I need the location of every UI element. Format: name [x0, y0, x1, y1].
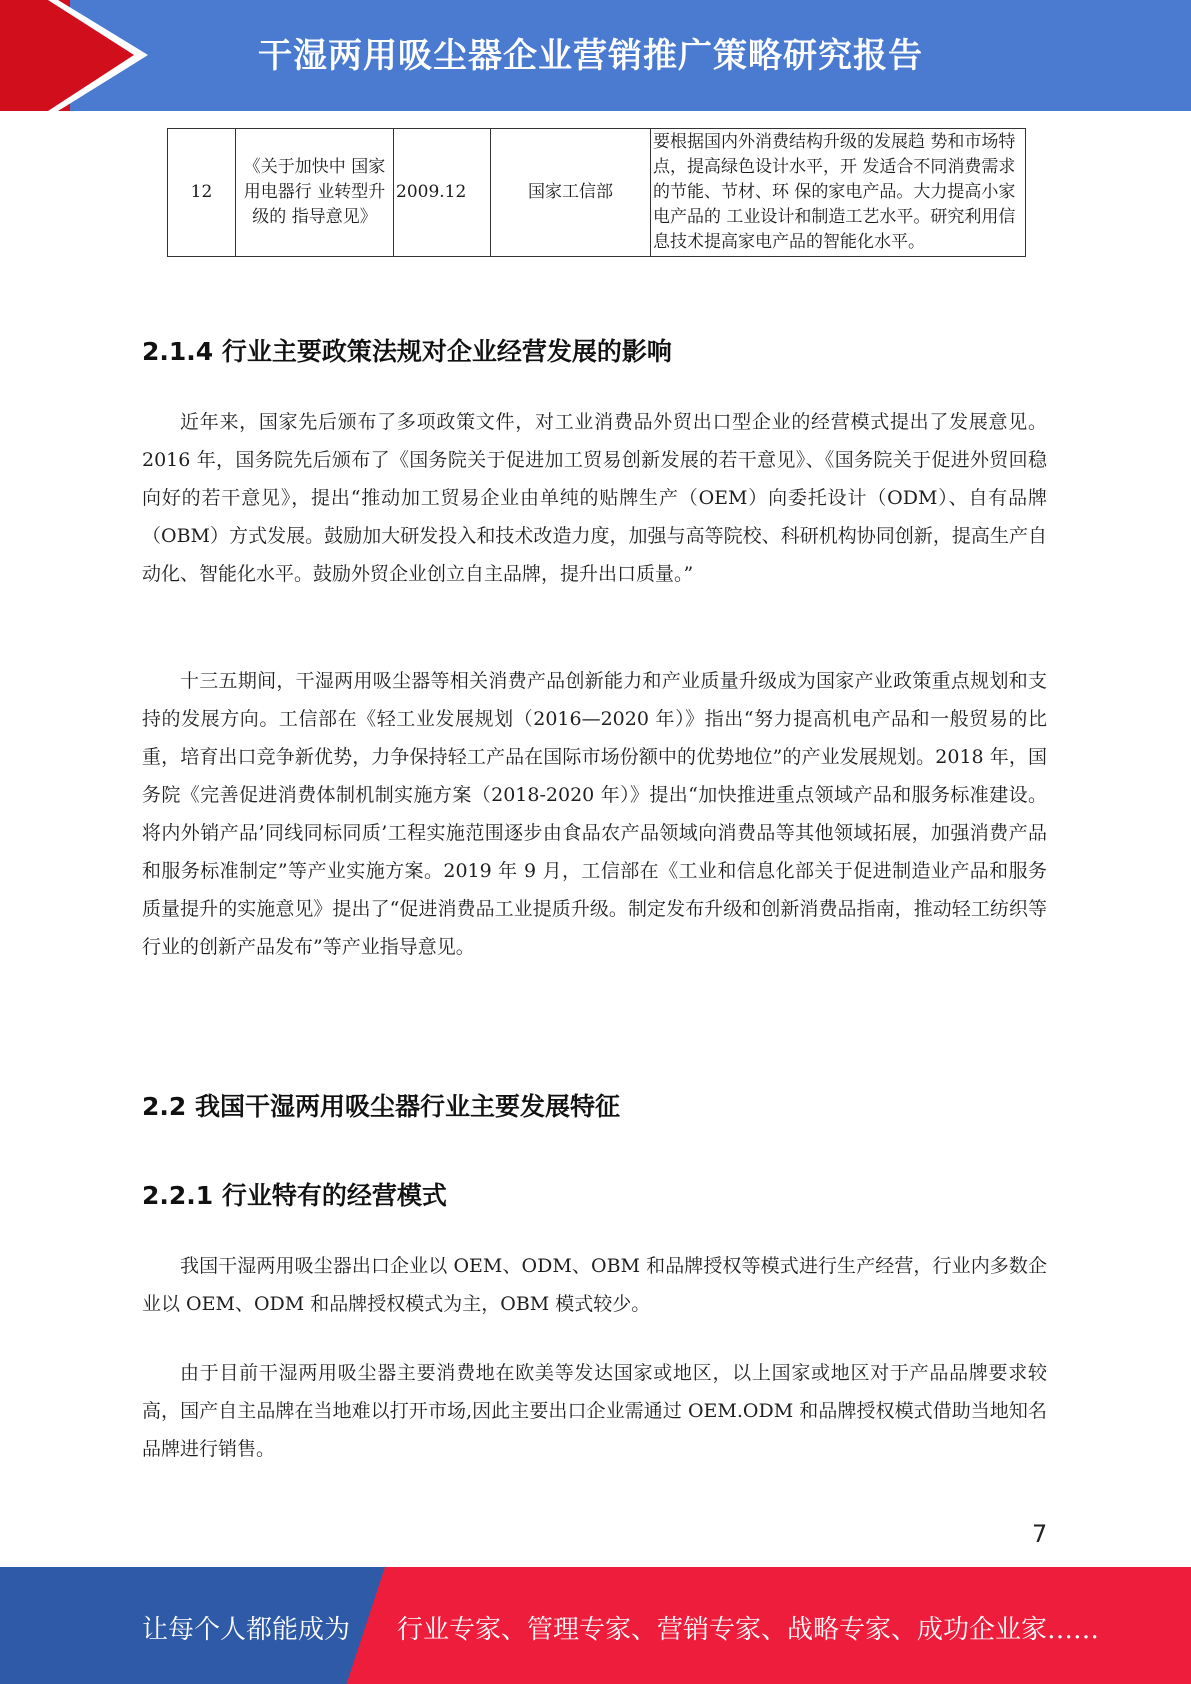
policy-content: 要根据国内外消费结构升级的发展趋 势和市场特点，提高绿色设计水平，开 发适合不同消费需求的节能、节材、环 保的家电产品。大力提高小家电产品的 工业设计和制造工艺水平。研究利用信 息技术提高家电产品的智能化水平。 [651, 129, 1026, 257]
section-heading-2-1-4: 2.1.4 行业主要政策法规对企业经营发展的影响 [142, 337, 672, 366]
policy-date: 2009.12 [394, 129, 491, 257]
policy-table [167, 128, 1026, 257]
footer-slogan-right: 行业专家、管理专家、营销专家、战略专家、成功企业家…… [397, 1615, 1100, 1645]
paragraph-13th-five-year: 十三五期间，干湿两用吸尘器等相关消费产品创新能力和产业质量升级成为国家产业政策重点规划和支持的发展方向。工信部在《轻工业发展规划（2016—2020 年）》指出“努力提高机电产品和一般贸易的比重，培育出口竞争新优势，力争保持轻工产品在国际市场份额中的优势地位”的产业发展规划。2018 年，国务院《完善促进消费体制机制实施方案（2018-2020 年）》提出“加快推进重点领域产品和服务标准建设。将内外销产品’同线同标同质’工程实施范围逐步由食品农产品领域向消费品等其他领域拓展，加强消费产品和服务标准制定”等产业实施方案。2019 年 9 月，工信部在《工业和信息化部关于促进制造业产品和服务质量提升的实施意见》提出了“促进消费品工业提质升级。制定发布升级和创新消费品指南，推动轻工纺织等行业的创新产品发布”等产业指导意见。 [142, 670, 1047, 958]
row-number: 12 [168, 129, 236, 257]
page-header [0, 0, 1191, 111]
page-number: 7 [1032, 1520, 1048, 1548]
paragraph-policy-documents: 近年来，国家先后颁布了多项政策文件，对工业消费品外贸出口型企业的经营模式提出了发展意见。2016 年，国务院先后颁布了《国务院关于促进加工贸易创新发展的若干意见》、《国务院关于促进外贸回稳向好的若干意见》，提出“推动加工贸易企业由单纯的贴牌生产（OEM）向委托设计（ODM）、自有品牌（OBM）方式发展。鼓励加大研发投入和技术改造力度，加强与高等院校、科研机构协同创新，提高生产自动化、智能化水平。鼓励外贸企业创立自主品牌，提升出口质量。” [142, 411, 1047, 585]
page-footer [0, 1567, 1191, 1684]
report-title: 干湿两用吸尘器企业营销推广策略研究报告 [258, 36, 923, 76]
section-heading-2-2-1: 2.2.1 行业特有的经营模式 [142, 1181, 447, 1210]
table-row [168, 129, 1026, 257]
section-heading-2-2: 2.2 我国干湿两用吸尘器行业主要发展特征 [142, 1092, 620, 1121]
paragraph-export-brands: 由于目前干湿两用吸尘器主要消费地在欧美等发达国家或地区，以上国家或地区对于产品品牌要求较高，国产自主品牌在当地难以打开市场,因此主要出口企业需通过 OEM.ODM 和品牌授权模式借助当地知名品牌进行销售。 [142, 1362, 1047, 1460]
policy-name: 《关于加快中 国家用电器行 业转型升级的 指导意见》 [236, 129, 394, 257]
header-chevron-icon [0, 0, 150, 111]
paragraph-business-modes: 我国干湿两用吸尘器出口企业以 OEM、ODM、OBM 和品牌授权等模式进行生产经营，行业内多数企业以 OEM、ODM 和品牌授权模式为主，OBM 模式较少。 [142, 1255, 1047, 1315]
footer-slogan-left: 让每个人都能成为 [142, 1615, 351, 1645]
issuing-organization: 国家工信部 [491, 129, 651, 257]
